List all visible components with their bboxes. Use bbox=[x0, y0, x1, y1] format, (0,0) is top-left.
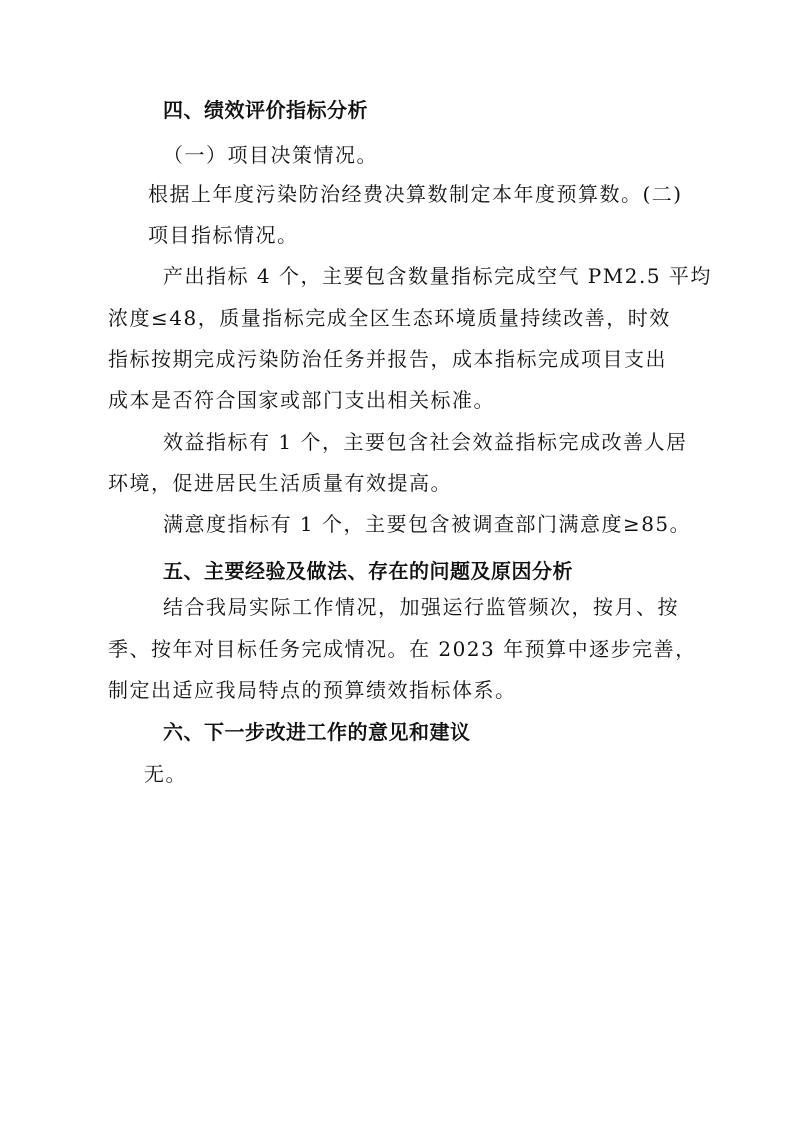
section-5-heading: 五、主要经验及做法、存在的问题及原因分析 bbox=[163, 559, 573, 583]
section-4-para-3-line-1: 效益指标有 1 个，主要包含社会效益指标完成改善人居 bbox=[163, 430, 688, 454]
section-4-para-2-line-3: 指标按期完成污染防治任务并报告，成本指标完成项目支出 bbox=[108, 347, 667, 371]
section-4-para-1-line-1: 根据上年度污染防治经费决算数制定本年度预算数。(二) bbox=[148, 182, 683, 206]
section-6-heading: 六、下一步改进工作的意见和建议 bbox=[163, 720, 471, 744]
section-4-para-4-line-1: 满意度指标有 1 个，主要包含被调查部门满意度≥85。 bbox=[163, 512, 692, 536]
section-5-para-1-line-3: 制定出适应我局特点的预算绩效指标体系。 bbox=[108, 678, 517, 702]
section-5-para-1-line-1: 结合我局实际工作情况，加强运行监管频次，按月、按 bbox=[163, 595, 679, 619]
section-4-para-3-line-2: 环境，促进居民生活质量有效提高。 bbox=[108, 471, 452, 495]
section-4-para-2-line-4: 成本是否符合国家或部门支出相关标准。 bbox=[108, 388, 495, 412]
section-4-para-2-line-1: 产出指标 4 个，主要包含数量指标完成空气 PM2.5 平均 bbox=[163, 264, 712, 288]
section-4-para-2-line-2: 浓度≤48，质量指标完成全区生态环境质量持续改善，时效 bbox=[108, 306, 671, 330]
section-6-para-1-line-1: 无。 bbox=[144, 762, 187, 786]
section-4-subheading-decision: （一）项目决策情况。 bbox=[163, 143, 378, 167]
section-4-para-1-line-2: 项目指标情况。 bbox=[148, 223, 299, 247]
section-4-heading: 四、绩效评价指标分析 bbox=[163, 98, 368, 122]
section-5-para-1-line-2: 季、按年对目标任务完成情况。在 2023 年预算中逐步完善， bbox=[108, 637, 697, 661]
